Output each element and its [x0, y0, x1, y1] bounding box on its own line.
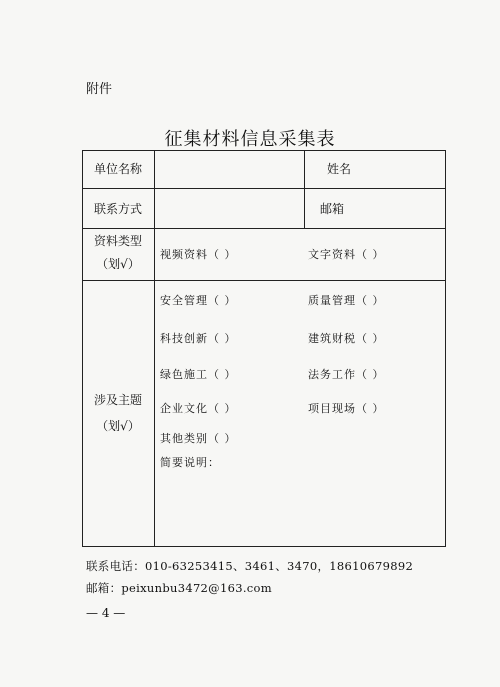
topics-hint: （划√） — [96, 419, 140, 433]
contact-phone: 联系电话：010-63253415、3461、3470，18610679892 — [86, 559, 414, 573]
page-number: — 4 — — [86, 606, 126, 620]
border-right — [445, 150, 446, 547]
attachment-label: 附件 — [86, 82, 113, 97]
material-type-label: 资料类型 — [93, 234, 142, 248]
label-column-divider — [154, 150, 155, 547]
info-collection-form — [82, 150, 446, 547]
option-innovation[interactable]: 科技创新（ ） — [160, 332, 237, 345]
description-label: 简要说明： — [160, 456, 220, 469]
row-divider-2 — [82, 228, 446, 229]
topics-label: 涉及主题 — [93, 393, 142, 407]
option-text[interactable]: 文字资料（ ） — [308, 248, 385, 261]
border-bottom — [82, 546, 446, 547]
option-safety[interactable]: 安全管理（ ） — [160, 294, 237, 307]
option-video[interactable]: 视频资料（ ） — [160, 248, 237, 261]
material-type-hint: （划√） — [96, 257, 140, 271]
border-top — [82, 150, 446, 151]
email-label: 邮箱 — [319, 202, 344, 216]
form-title: 征集材料信息采集表 — [164, 129, 336, 150]
name-label: 姓名 — [326, 162, 351, 176]
option-legal[interactable]: 法务工作（ ） — [308, 368, 385, 381]
contact-email: 邮箱：peixunbu3472@163.com — [86, 581, 272, 595]
row-divider-3 — [82, 280, 446, 281]
option-other[interactable]: 其他类别（ ） — [160, 432, 237, 445]
option-project-site[interactable]: 项目现场（ ） — [308, 402, 385, 415]
contact-label: 联系方式 — [93, 202, 142, 216]
row-divider-1 — [82, 188, 446, 189]
option-finance-tax[interactable]: 建筑财税（ ） — [308, 332, 385, 345]
option-culture[interactable]: 企业文化（ ） — [160, 402, 237, 415]
unit-name-label: 单位名称 — [93, 162, 142, 176]
option-green[interactable]: 绿色施工（ ） — [160, 368, 237, 381]
option-quality[interactable]: 质量管理（ ） — [308, 294, 385, 307]
